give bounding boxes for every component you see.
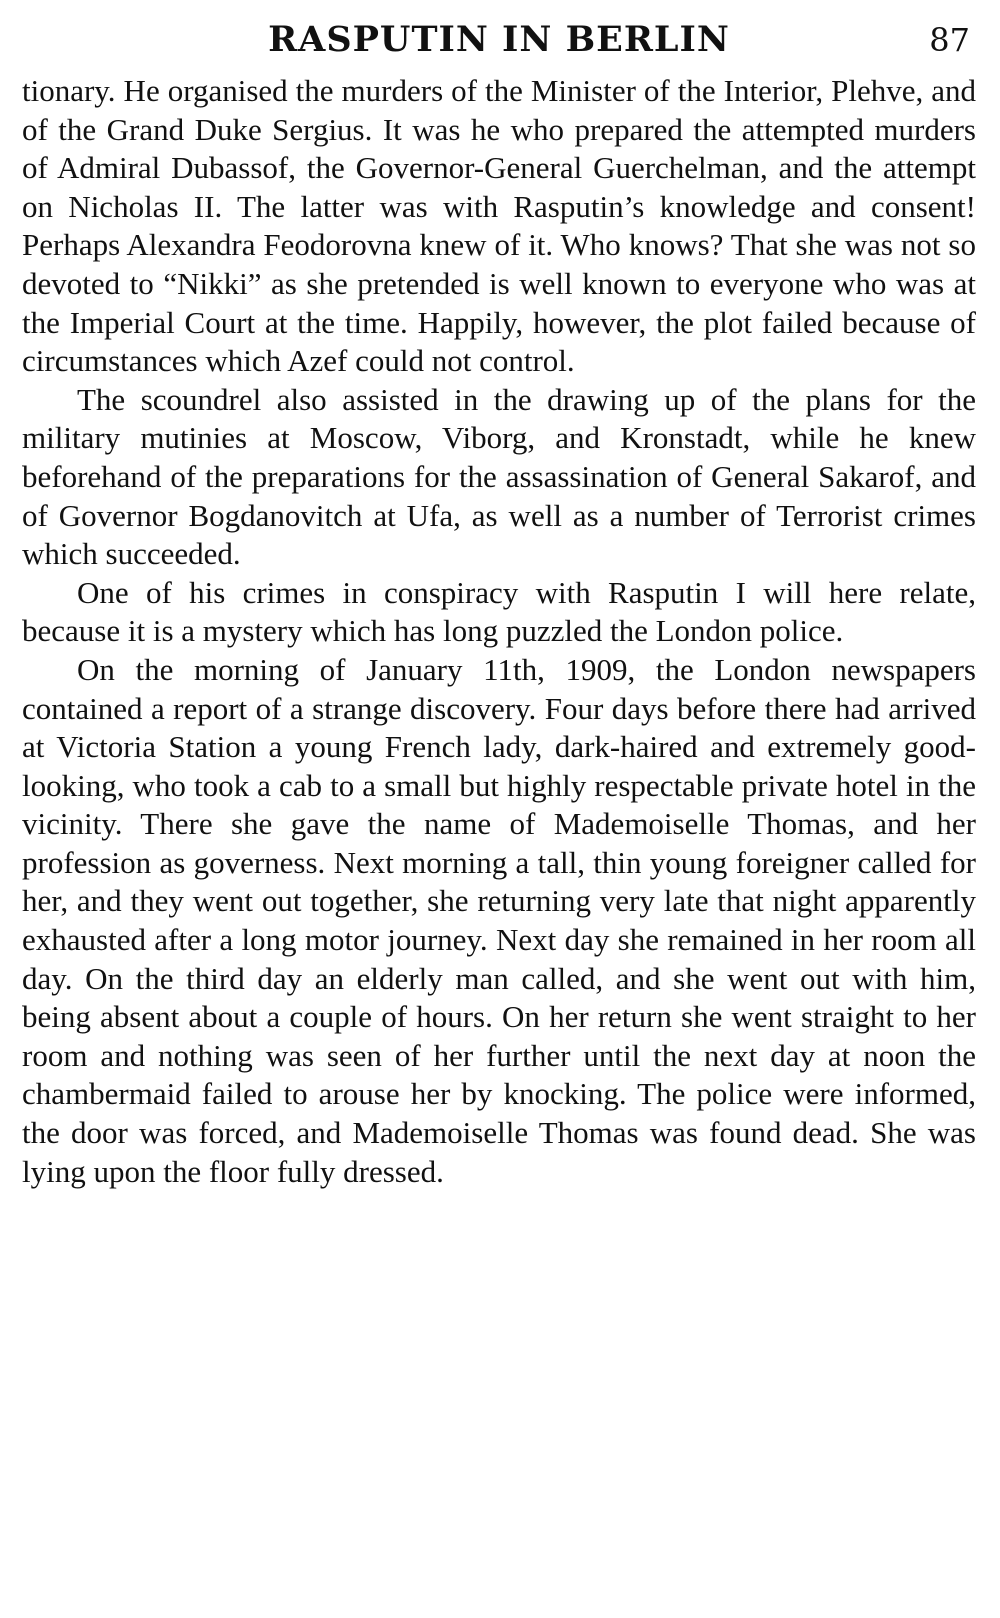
- paragraph: One of his crimes in conspiracy with Rasputin I will here relate, because it is a mystery which has long puzzled the London police.: [22, 574, 976, 649]
- chapter-title: RASPUTIN IN BERLIN: [268, 19, 730, 60]
- page-number: 87: [929, 21, 970, 59]
- paragraph: On the morning of January 11th, 1909, the London newspapers contained a report of a strange discovery. Four days before there had arrived at Victoria Station a young French lady, dark-haired and extremely good-looking, who took a cab to a small but highly respectable private hotel in the vicinity. There she gave the name of Mademoiselle Thomas, and her profession as governess. Next morning a tall, thin young foreigner called for her, and they went out together, she returning very late that night apparently exhausted after a long motor journey. Next day she remained in her room all day. On the third day an elderly man called, and she went out with him, being absent about a couple of hours. On her return she went straight to her room and nothing was seen of her further until the next day at noon the chambermaid failed to arouse her by knocking. The police were informed, the door was forced, and Mademoiselle Thomas was found dead. She was lying upon the floor fully dressed.: [22, 651, 976, 1189]
- running-head: [22, 18, 976, 62]
- body-text: [22, 72, 976, 1191]
- paragraph: tionary. He organised the murders of the Minister of the Interior, Plehve, and of the Grand Duke Sergius. It was he who prepared the attempted murders of Admiral Dubassof, the Governor-General Guerchelman, and the attempt on Nicholas II. The latter was with Rasputin’s knowledge and consent! Perhaps Alexandra Feodorovna knew of it. Who knows? That she was not so devoted to “Nikki” as she pretended is well known to everyone who was at the Imperial Court at the time. Happily, however, the plot failed because of circumstances which Azef could not control.: [22, 73, 976, 379]
- paragraph: The scoundrel also assisted in the drawing up of the plans for the military mutinies at Moscow, Viborg, and Kronstadt, while he knew beforehand of the preparations for the assassination of General Sakarof, and of Governor Bogdanovitch at Ufa, as well as a number of Terrorist crimes which succeeded.: [22, 381, 976, 572]
